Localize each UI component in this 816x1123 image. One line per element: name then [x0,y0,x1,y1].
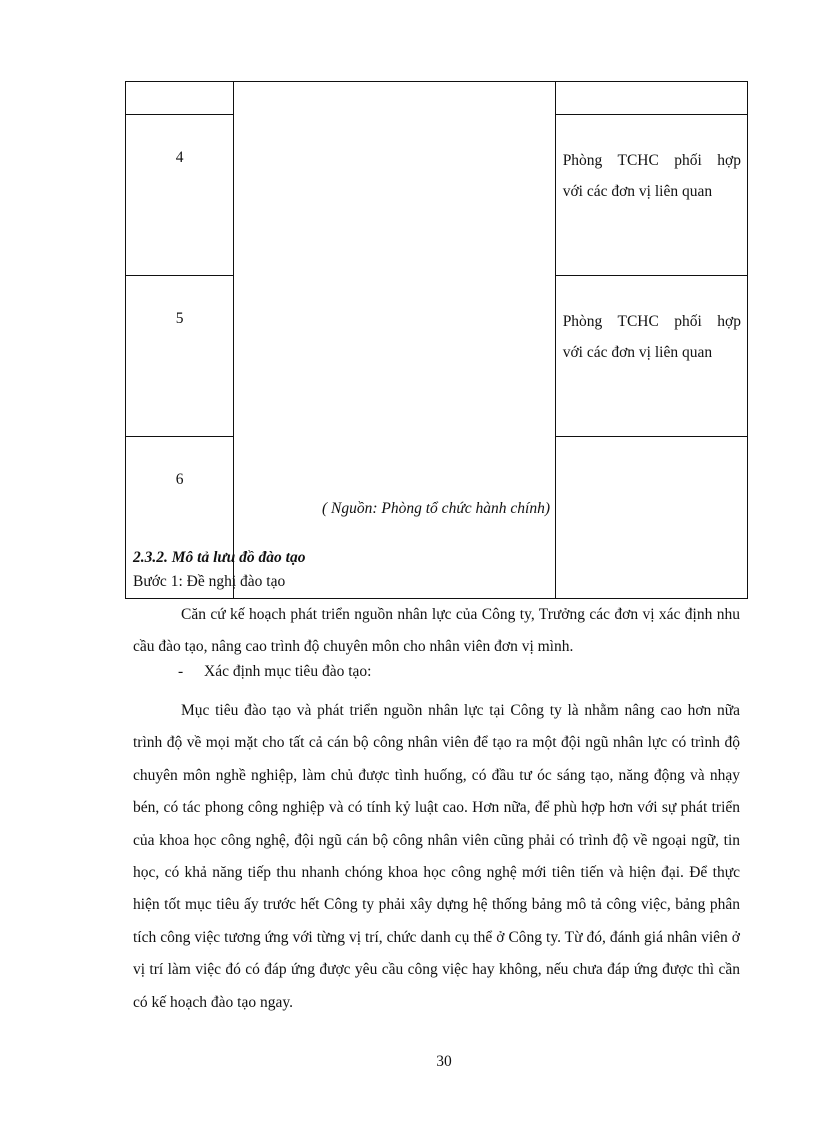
flowchart-cell [234,82,556,599]
step-number: 4 [126,115,234,276]
responsible-cell [555,82,747,115]
section-heading: 2.3.2. Mô tả lưu đồ đào tạo [133,549,306,566]
responsible-cell [555,276,747,437]
process-table [125,81,748,599]
step-cell [126,82,234,115]
bullet-item [178,663,371,681]
responsible-cell [555,115,747,276]
bullet-dash: - [178,663,184,680]
responsible-text-line2: với các đơn vị liên quan [562,183,713,200]
step-title: Bước 1: Đề nghị đào tạo [133,573,286,590]
table-source-note: ( Nguồn: Phòng tổ chức hành chính) [322,500,550,517]
responsible-text-line1: Phòng TCHC phối hợp [562,313,741,330]
table-row [126,82,748,115]
step-number: 5 [126,276,234,437]
page-number: 30 [436,1053,452,1070]
step-number: 6 [126,437,234,599]
responsible-text-line1: Phòng TCHC phối hợp [562,152,741,169]
paragraph: Mục tiêu đào tạo và phát triển nguồn nhân lực tại Công ty là nhằm nâng cao hơn nữa trình độ về mọi mặt cho tất cả cán bộ công nhân viên để tạo ra một đội ngũ nhân lực có trình độ chuyên môn nghề nghiệp, làm chủ được tình huống, có đầu tư óc sáng tạo, năng động và nhạy bén, có tác phong công nghiệp và có tính kỷ luật cao. Hơn nữa, để phù hợp hơn với sự phát triển của khoa học công nghệ, đội ngũ cán bộ công nhân viên cũng phải có trình độ về ngoại ngữ, tin học, có khả năng tiếp thu nhanh chóng khoa học công nghệ mới tiên tiến và hiện đại. Để thực hiện tốt mục tiêu ấy trước hết Công ty phải xây dựng hệ thống bảng mô tả công việc, bảng phân tích công việc tương ứng với từng vị trí, chức danh cụ thể ở Công ty. Từ đó, đánh giá nhân viên ở vị trí làm việc đó có đáp ứng được yêu cầu công việc hay không, nếu chưa đáp ứng được thì cần có kế hoạch đào tạo ngay. [133,702,740,1011]
bullet-text: Xác định mục tiêu đào tạo: [204,663,372,680]
responsible-text-line2: với các đơn vị liên quan [562,344,713,361]
paragraph: Căn cứ kế hoạch phát triển nguồn nhân lực của Công ty, Trưởng các đơn vị xác định nhu cầu đào tạo, nâng cao trình độ chuyên môn cho nhân viên đơn vị mình. [133,606,740,656]
